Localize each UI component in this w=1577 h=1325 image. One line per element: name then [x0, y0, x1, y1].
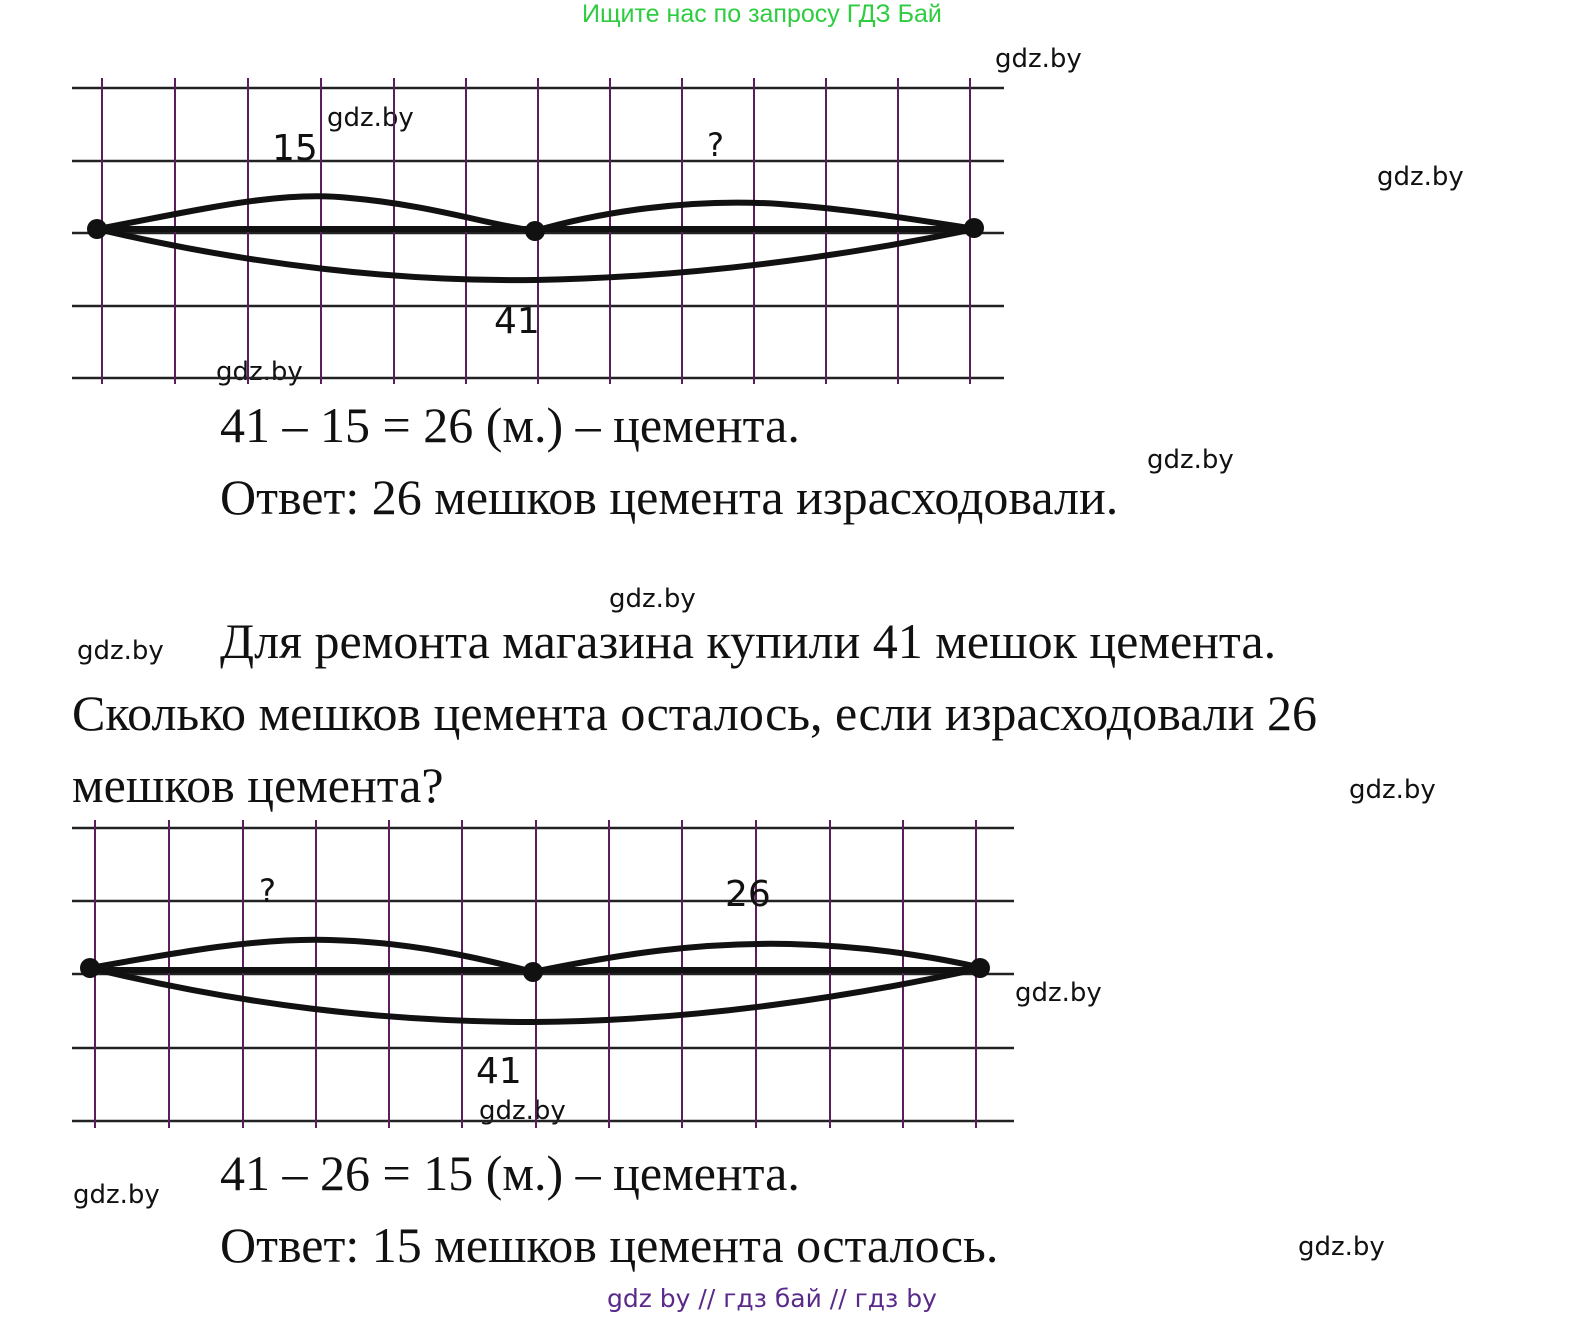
label-left-part: 15 — [272, 128, 318, 169]
watermark: gdz.by — [1349, 775, 1436, 805]
watermark: gdz.by — [327, 103, 414, 133]
answer-1: Ответ: 26 мешков цемента израсходовали. — [220, 469, 1119, 525]
equation-1: 41 – 15 = 26 (м.) – цемента. — [220, 397, 800, 453]
label-right-part: ? — [707, 126, 724, 164]
watermark: gdz.by — [77, 636, 164, 666]
answer-2: Ответ: 15 мешков цемента осталось. — [220, 1217, 999, 1273]
footer-links: gdz by // гдз бай // гдз by — [607, 1284, 937, 1313]
watermark: gdz.by — [1377, 162, 1464, 192]
watermark: gdz.by — [609, 584, 696, 614]
problem-line-3: мешков цемента? — [72, 757, 444, 813]
watermark: gdz.by — [1298, 1232, 1385, 1262]
watermark: gdz.by — [995, 44, 1082, 74]
equation-2: 41 – 26 = 15 (м.) – цемента. — [220, 1145, 800, 1201]
search-banner: Ищите нас по запросу ГДЗ Бай — [582, 0, 942, 28]
problem-line-1: Для ремонта магазина купили 41 мешок цемента. — [220, 613, 1277, 669]
label-left-part: ? — [259, 872, 276, 910]
point-middle — [523, 962, 543, 982]
label-whole: 41 — [494, 301, 540, 342]
watermark: gdz.by — [73, 1180, 160, 1210]
watermark: gdz.by — [479, 1096, 566, 1126]
problem-line-2: Сколько мешков цемента осталось, если израсходовали 26 — [72, 685, 1318, 741]
watermark: gdz.by — [1147, 445, 1234, 475]
grid-lines — [72, 820, 1014, 1128]
watermark: gdz.by — [1015, 978, 1102, 1008]
label-right-part: 26 — [725, 874, 771, 915]
label-whole: 41 — [476, 1051, 522, 1092]
point-start — [80, 958, 100, 978]
point-end — [970, 958, 990, 978]
watermark: gdz.by — [216, 357, 303, 387]
